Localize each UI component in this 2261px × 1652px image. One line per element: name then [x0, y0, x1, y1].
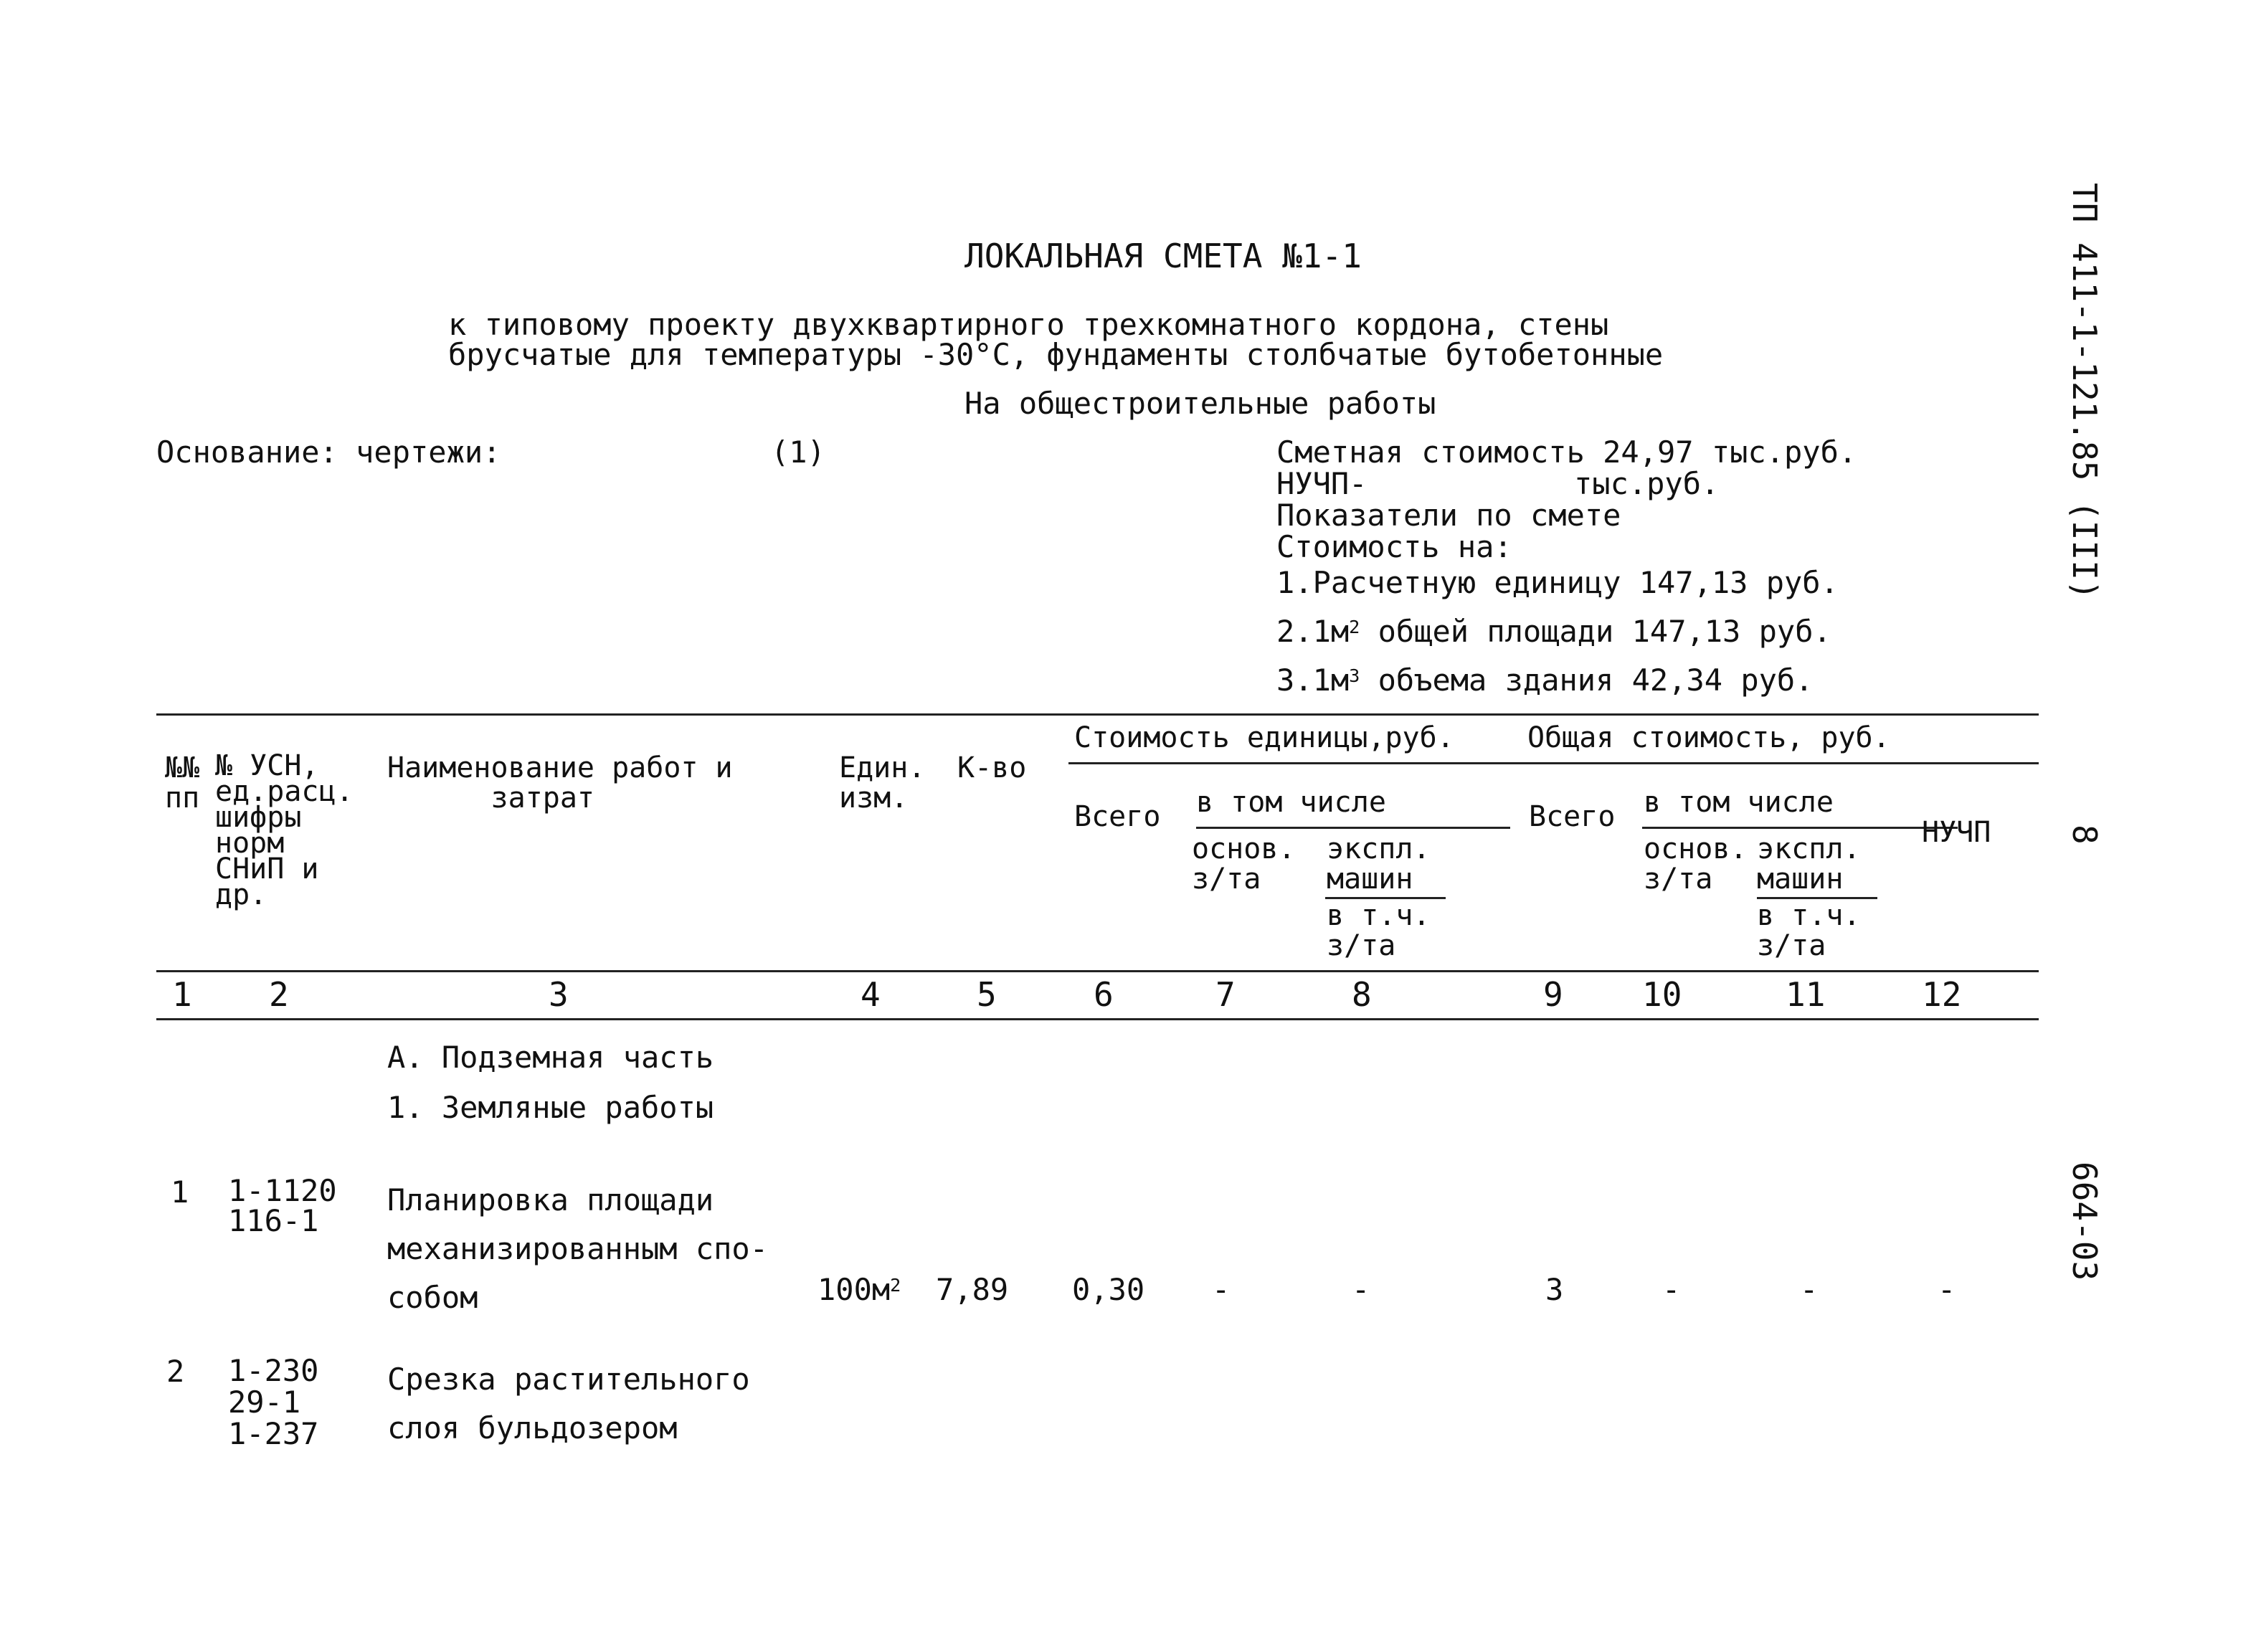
header-nuchp: НУЧП [1922, 816, 1991, 849]
row-work-name: Срезка растительного слоя бульдозером [387, 1362, 750, 1446]
row-code: 1-1120 116-1 [228, 1173, 337, 1238]
basis-ref: (1) [771, 435, 825, 470]
header-total-base-wage: основ. з/та [1644, 832, 1748, 896]
estimated-cost: Сметная стоимость 24,97 тыс.руб. [1276, 435, 1857, 470]
row-quantity: 7,89 [936, 1272, 1009, 1307]
column-number: 12 [1922, 975, 1962, 1014]
header-unit: Един. изм. [839, 751, 926, 815]
header-total-cost-group: Общая стоимость, руб. [1527, 721, 1890, 754]
section-heading: А. Подземная часть [387, 1040, 714, 1075]
subtitle-line-1: к типовому проекту двухквартирного трехкомнатного кордона, стены [448, 307, 1609, 342]
column-number: 11 [1786, 975, 1826, 1014]
column-number: 10 [1642, 975, 1682, 1014]
subtitle-line-2: брусчатые для температуры -30°С, фундаменты столбчатые бутобетонные [448, 337, 1664, 372]
group-header-rule [1068, 762, 2039, 764]
header-total-machines: экспл. машин [1757, 832, 1861, 896]
indicator-area-cost: $2.1м^2$ общей площади 147,13 руб. [1276, 614, 1831, 649]
work-type: На общестроительные работы [964, 386, 1436, 421]
header-unit-total: Всего [1074, 800, 1161, 833]
document-code: ТП 411-1-121.85 (III) [2065, 183, 2104, 600]
column-number: 1 [172, 975, 192, 1014]
header-total: Всего [1529, 800, 1616, 833]
column-number: 8 [1352, 975, 1372, 1014]
row-number: 1 [171, 1174, 189, 1210]
header-total-machine-wage: в т.ч. з/та [1757, 899, 1861, 962]
indicators-label: Показатели по смете [1276, 498, 1621, 533]
row-total-machines: - [1800, 1272, 1819, 1307]
header-unit-machine-wage: в т.ч. з/та [1327, 899, 1431, 962]
table-top-rule [156, 713, 2039, 716]
basis-label: Основание: чертежи: [156, 435, 501, 470]
row-total: 3 [1545, 1272, 1564, 1307]
row-work-name: Планировка площади механизированным спо- собом [387, 1182, 769, 1315]
header-quantity: К-во [957, 751, 1027, 784]
nuchp-unit: тыс.руб. [1574, 466, 1720, 501]
row-unit-machines: - [1352, 1272, 1370, 1307]
header-unit-cost-group: Стоимость единицы,руб. [1074, 721, 1454, 754]
colnum-top-rule [156, 970, 2039, 972]
column-number: 9 [1543, 975, 1563, 1014]
cost-for-label: Стоимость на: [1276, 529, 1512, 564]
column-number: 3 [549, 975, 569, 1014]
indicator-volume-cost: $3.1м^3$ объема здания 42,34 руб. [1276, 663, 1814, 698]
incl1-rule [1196, 827, 1510, 829]
colnum-bottom-rule [156, 1018, 2039, 1020]
incl2-rule [1642, 827, 1958, 829]
row-number: 2 [166, 1354, 185, 1389]
header-row-number: №№ пп [165, 751, 200, 815]
page-number: 8 [2065, 825, 2104, 845]
nuchp-label: НУЧП- [1276, 466, 1367, 501]
sheet-code: 664-03 [2065, 1162, 2104, 1281]
column-number: 6 [1094, 975, 1114, 1014]
row-nuchp: - [1938, 1272, 1956, 1307]
row-code: 1-230 29-1 1-237 [228, 1353, 319, 1451]
column-number: 2 [269, 975, 289, 1014]
header-unit-incl: в том числе [1196, 786, 1386, 819]
header-unit-base-wage: основ. з/та [1192, 832, 1296, 896]
header-total-incl: в том числе [1644, 786, 1834, 819]
column-number: 5 [977, 975, 997, 1014]
header-code: № УСН, ед.расц. шифры норм СНиП и др. [215, 749, 354, 911]
row-unit-total: 0,30 [1072, 1272, 1145, 1307]
header-unit-machines: экспл. машин [1327, 832, 1431, 896]
indicator-unit-cost: 1.Расчетную единицу 147,13 руб. [1276, 565, 1839, 600]
row-total-base-wage: - [1662, 1272, 1681, 1307]
page-title: ЛОКАЛЬНАЯ СМЕТА №1-1 [964, 237, 1362, 275]
section-heading: 1. Земляные работы [387, 1090, 714, 1125]
header-work-name: Наименование работ и затрат [387, 751, 733, 815]
column-number: 4 [861, 975, 881, 1014]
column-number: 7 [1215, 975, 1236, 1014]
row-unit: $100м^2$ [817, 1272, 901, 1307]
row-unit-base-wage: - [1212, 1272, 1231, 1307]
